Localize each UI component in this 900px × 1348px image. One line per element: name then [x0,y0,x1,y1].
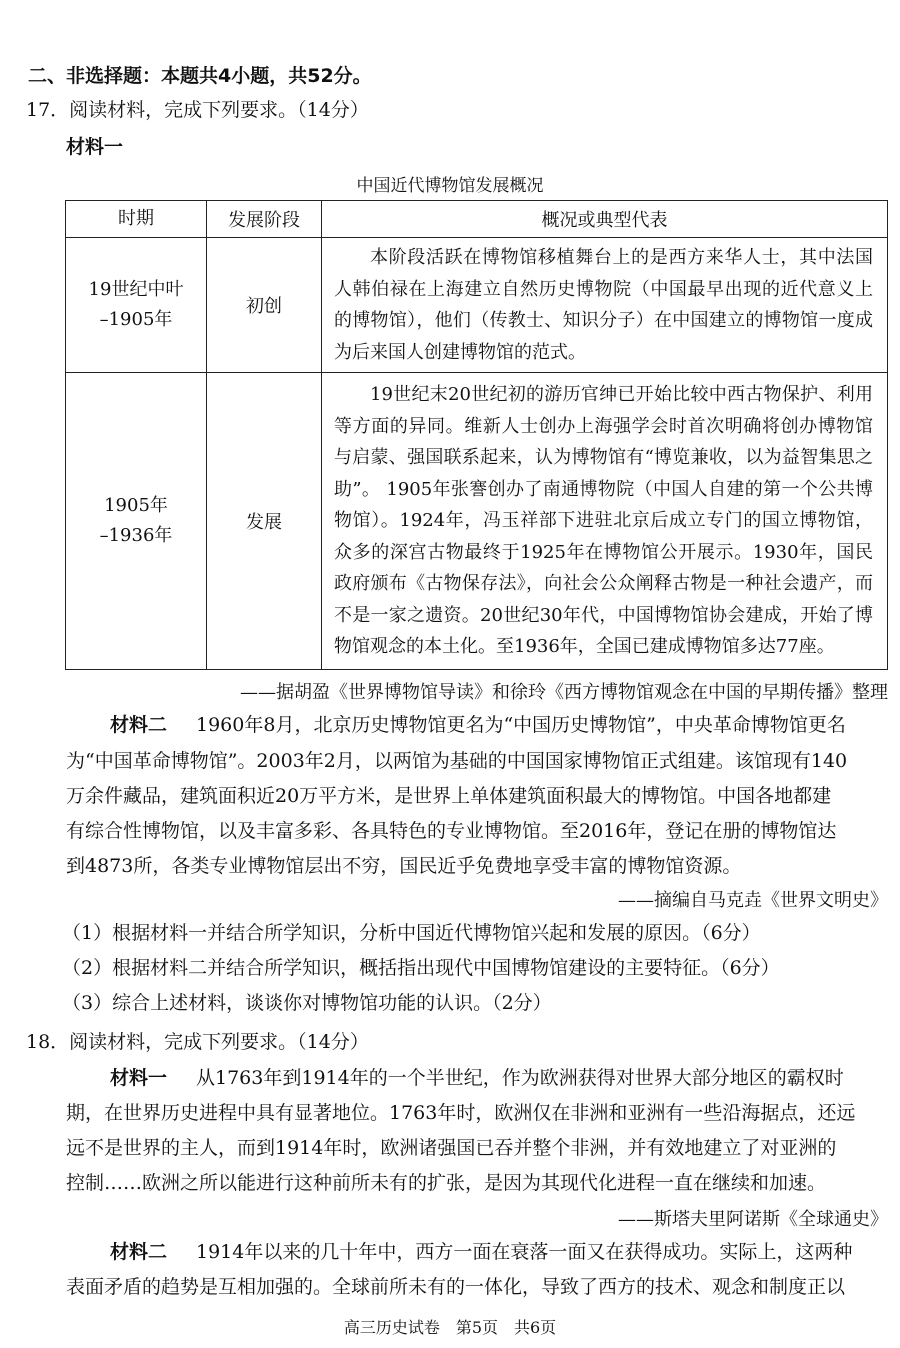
q18-material1-label: 材料一 [110,1067,168,1089]
material2-line: 为“中国革命博物馆”。2003年2月，以两馆为基础的中国国家博物馆正式组建。该馆现有140 [66,750,848,772]
period-line: 19世纪中叶 [88,279,184,300]
header-stage: 发展阶段 [207,201,322,238]
table-row [66,373,888,670]
period-cell [66,238,207,373]
description-cell: 本阶段活跃在博物馆移植舞台上的是西方来华人士，其中法国人韩伯禄在上海建立自然历史博物院（中国最早出现的近代意义上的博物馆），他们（传教士、知识分子）在中国建立的博物馆一度成为后来国人创建博物馆的范式。 [322,238,888,373]
table-title: 中国近代博物馆发展概况 [356,176,544,196]
section-header: 二、非选择题：本题共4小题，共52分。 [28,65,372,87]
table-source: ——据胡盈《世界博物馆导读》和徐玲《西方博物馆观念在中国的早期传播》整理 [240,682,888,703]
stage-cell: 初创 [207,238,322,373]
museum-development-table [65,200,888,670]
material2-line: 到4873所，各类专业博物馆层出不穷，国民近乎免费地享受丰富的博物馆资源。 [66,855,742,877]
q17-prompt: 17．阅读材料，完成下列要求。（14分） [26,99,369,121]
q17-material2-label: 材料二 [110,714,168,736]
page-footer: 高三历史试卷 第5页 共6页 [343,1318,557,1337]
material2-line: 万余件藏品，建筑面积近20万平方米，是世界上单体建筑面积最大的博物馆。中国各地都建 [66,785,832,807]
period-line: 1905年 [104,495,168,516]
period-line: –1905年 [99,309,173,330]
q18-material2-label: 材料二 [110,1241,168,1263]
material2-line: 有综合性博物馆，以及丰富多彩、各具特色的专业博物馆。至2016年，登记在册的博物馆达 [66,820,837,842]
q18-material1-line: 远不是世界的主人，而到1914年时，欧洲诸强国已吞并整个非洲，并有效地建立了对亚洲的 [66,1137,837,1159]
table-row [66,238,888,373]
sub-question: （3）综合上述材料，谈谈你对博物馆功能的认识。（2分） [62,992,552,1014]
header-description: 概况或典型代表 [322,201,888,238]
q17-material1-label: 材料一 [66,136,124,158]
q18-material1-line: 从1763年到1914年的一个半世纪，作为欧洲获得对世界大部分地区的霸权时 [196,1067,844,1089]
q18-material2-line: 1914年以来的几十年中，西方一面在衰落一面又在获得成功。实际上，这两种 [196,1241,853,1263]
q18-material1-line: 控制……欧洲之所以能进行这种前所未有的扩张，是因为其现代化进程一直在继续和加速。 [66,1172,827,1194]
material2-line: 1960年8月，北京历史博物馆更名为“中国历史博物馆”，中央革命博物馆更名 [196,714,846,736]
material2-source: ——摘编自马克垚《世界文明史》 [618,890,888,911]
stage-cell: 发展 [207,373,322,670]
table-header-row [66,201,888,238]
q18-material1-source: ——斯塔夫里阿诺斯《全球通史》 [618,1209,888,1230]
sub-question: （2）根据材料二并结合所学知识，概括指出现代中国博物馆建设的主要特征。（6分） [62,957,780,979]
period-cell [66,373,207,670]
header-period: 时期 [66,201,207,238]
q18-material2-line: 表面矛盾的趋势是互相加强的。全球前所未有的一体化，导致了西方的技术、观念和制度正以 [66,1276,846,1298]
description-cell: 19世纪末20世纪初的游历官绅已开始比较中西古物保护、利用等方面的异同。维新人士创办上海强学会时首次明确将创办博物馆与启蒙、强国联系起来，认为博物馆有“博览兼收，以为益智集思之助”。 1905年张謇创办了南通博物院（中国人自建的第一个公共博物馆）。1924年，冯玉祥部下进驻北京后成立专门的国立博物馆，众多的深宫古物最终于1925年在博物馆公开展示。1930年，国民政府颁布《古物保存法》，向社会公众阐释古物是一种社会遗产，而不是一家之遗资。20世纪30年代，中国博物馆协会建成，开始了博物馆观念的本土化。至1936年，全国已建成博物馆多达77座。 [322,373,888,670]
q18-prompt: 18．阅读材料，完成下列要求。（14分） [26,1031,369,1053]
period-line: –1936年 [99,525,173,546]
sub-question: （1）根据材料一并结合所学知识，分析中国近代博物馆兴起和发展的原因。（6分） [62,922,761,944]
q18-material1-line: 期，在世界历史进程中具有显著地位。1763年时，欧洲仅在非洲和亚洲有一些沿海据点，还远 [66,1102,856,1124]
